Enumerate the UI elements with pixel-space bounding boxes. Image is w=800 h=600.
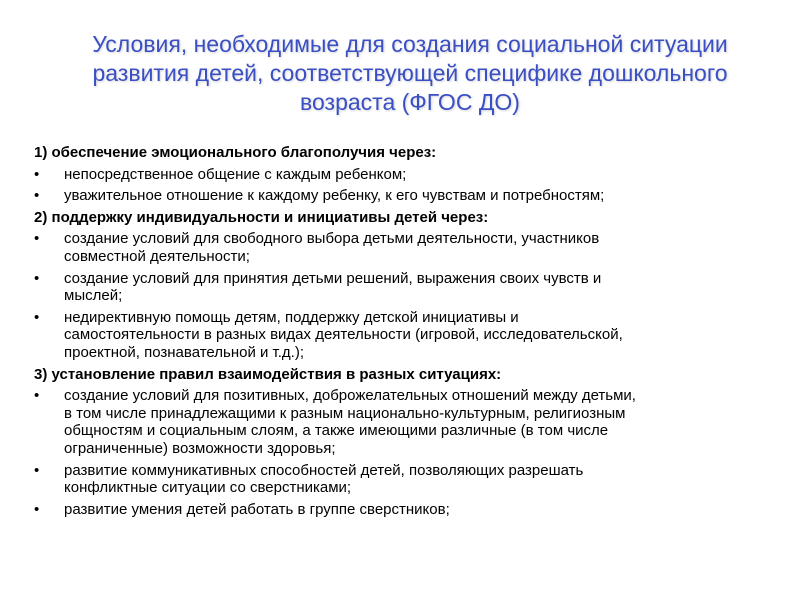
bullet-icon: • [34,387,40,405]
slide-body [34,144,778,522]
title-line: Условия, необходимые для создания социальной ситуации [92,31,728,57]
bullet-icon: • [34,308,40,326]
list-item [34,387,778,457]
list-item-line: уважительное отношение к каждому ребенку, к его чувствам и потребностям; [64,187,605,205]
bullet-icon: • [34,269,40,287]
section-list-interaction-rules [34,387,778,518]
list-item-line: создание условий для позитивных, доброжелательных отношений между детьми, [64,387,636,405]
title-line: возраста (ФГОС ДО) [300,89,520,115]
list-item [34,187,778,205]
list-item-line: создание условий для принятия детьми решений, выражения своих чувств и [64,269,602,287]
list-item-line: мыслей; [64,287,123,305]
list-item-line: ограниченные) возможности здоровья; [64,439,336,457]
section-heading-individuality: 2) поддержку индивидуальности и инициативы детей через: [34,208,489,226]
list-item [34,230,778,265]
list-item [34,166,778,184]
title-line: развития детей, соответствующей специфике дошкольного [92,60,728,86]
list-item [34,462,778,497]
list-item-line: развитие умения детей работать в группе сверстников; [64,500,450,518]
bullet-icon: • [34,187,40,205]
list-item [34,309,778,362]
list-item-line: конфликтные ситуации со сверстниками; [64,479,352,497]
bullet-icon: • [34,500,40,518]
list-item-line: недирективную помощь детям, поддержку детской инициативы и [64,308,519,326]
list-item [34,270,778,305]
list-item [34,501,778,519]
list-item-line: проектной, познавательной и т.д.); [64,343,304,361]
section-list-emotional-wellbeing [34,166,778,205]
section-list-individuality [34,230,778,361]
list-item-line: совместной деятельности; [64,247,250,265]
bullet-icon: • [34,461,40,479]
list-item-line: в том числе принадлежащими к разным национально-культурным, религиозным [64,404,626,422]
list-item-line: общностям и социальным слоям, а также имеющими различные (в том числе [64,422,609,440]
list-item-line: создание условий для свободного выбора детьми деятельности, участников [64,230,600,248]
section-heading-interaction-rules: 3) установление правил взаимодействия в разных ситуациях: [34,365,502,383]
bullet-icon: • [34,165,40,183]
list-item-line: развитие коммуникативных способностей детей, позволяющих разрешать [64,461,584,479]
bullet-icon: • [34,230,40,248]
list-item-line: самостоятельности в разных видах деятельности (игровой, исследовательской, [64,326,623,344]
slide-title [40,30,780,117]
section-heading-emotional-wellbeing: 1) обеспечение эмоционального благополучия через: [34,144,437,161]
list-item-line: непосредственное общение с каждым ребенком; [64,165,407,183]
